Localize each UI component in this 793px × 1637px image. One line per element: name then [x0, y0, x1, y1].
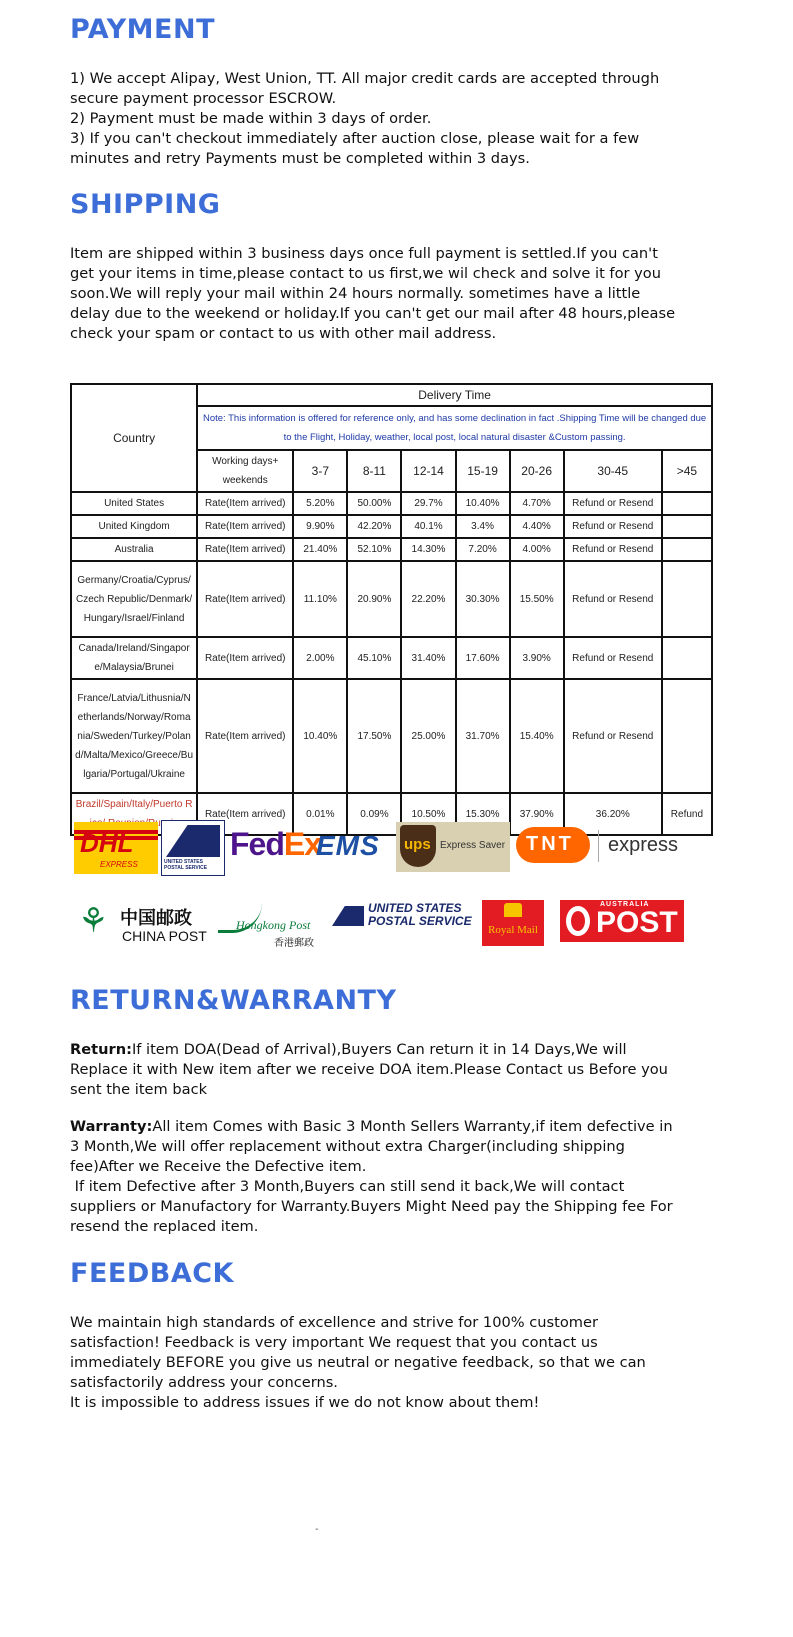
value-cell: 40.1%: [401, 515, 455, 538]
royal-mail-text: Royal Mail: [488, 924, 538, 936]
shipping-line: get your items in time,please contact to us first,we wil check and solve it for you: [70, 265, 661, 282]
feedback-line: We maintain high standards of excellence and strive for 100% customer: [70, 1314, 598, 1331]
working-days-label: Working days+ weekends: [197, 450, 293, 492]
table-row: [71, 538, 712, 561]
rate-cell: Rate(Item arrived): [197, 679, 293, 793]
table-row: [71, 637, 712, 679]
table-row: [71, 492, 712, 515]
dhl-logo: [74, 822, 158, 874]
range-header: 15-19: [456, 450, 510, 492]
shipping-heading: SHIPPING: [70, 189, 221, 220]
feedback-heading: FEEDBACK: [70, 1258, 234, 1289]
value-cell: 36.20%: [564, 793, 662, 835]
tnt-wordmark: TNT: [526, 833, 574, 855]
range-header: 8-11: [347, 450, 401, 492]
value-cell: 10.50%: [401, 793, 455, 835]
warranty-line: If item Defective after 3 Month,Buyers can still send it back,We will contact: [70, 1178, 625, 1195]
return-line: sent the item back: [70, 1081, 208, 1098]
value-cell: 10.40%: [456, 492, 510, 515]
value-cell: [662, 679, 712, 793]
value-cell: 5.20%: [293, 492, 347, 515]
rate-cell: Rate(Item arrived): [197, 793, 293, 835]
value-cell: 20.90%: [347, 561, 401, 637]
feedback-line: satisfaction! Feedback is very important We request that you contact us: [70, 1334, 598, 1351]
australia-post-p-icon: [566, 906, 590, 936]
return-text: [70, 1040, 710, 1100]
value-cell: Refund or Resend: [564, 637, 662, 679]
value-cell: Refund or Resend: [564, 492, 662, 515]
value-cell: [662, 637, 712, 679]
crown-icon: [504, 903, 522, 917]
shipping-line: soon.We will reply your mail within 24 hours normally. sometimes have a little: [70, 285, 641, 302]
ups-express-saver-logo: [396, 822, 510, 872]
china-post-chinese: 中国邮政: [120, 908, 192, 929]
australia-post-logo: [560, 900, 684, 942]
value-cell: [662, 492, 712, 515]
value-cell: 50.00%: [347, 492, 401, 515]
payment-line: 3) If you can't checkout immediately after auction close, please wait for a few: [70, 130, 640, 147]
value-cell: 52.10%: [347, 538, 401, 561]
dhl-express-text: EXPRESS: [100, 860, 138, 869]
value-cell: Refund: [662, 793, 712, 835]
rate-cell: Rate(Item arrived): [197, 515, 293, 538]
payment-line: minutes and retry Payments must be completed within 3 days.: [70, 150, 530, 167]
dhl-wordmark: DHL: [80, 828, 134, 858]
value-cell: 15.50%: [510, 561, 564, 637]
ems-logo: EMS: [316, 830, 380, 861]
australia-text: AUSTRALIA: [600, 901, 650, 908]
hongkong-post-text: Hongkong Post: [236, 918, 311, 932]
range-header: 3-7: [293, 450, 347, 492]
value-cell: 37.90%: [510, 793, 564, 835]
china-post-english: CHINA POST: [122, 928, 207, 944]
royal-mail-logo: [482, 900, 544, 946]
value-cell: 7.20%: [456, 538, 510, 561]
delivery-time-header: Delivery Time: [197, 384, 712, 406]
rate-cell: Rate(Item arrived): [197, 492, 293, 515]
value-cell: 30.30%: [456, 561, 510, 637]
post-wordmark: POST: [596, 906, 678, 939]
return-label: Return:: [70, 1041, 132, 1058]
value-cell: 0.01%: [293, 793, 347, 835]
delivery-time-table: [70, 383, 713, 836]
footer-mark: -: [315, 1524, 319, 1535]
return-warranty-heading: RETURN&WARRANTY: [70, 985, 397, 1016]
warranty-line: fee)After we Receive the Defective item.: [70, 1158, 367, 1175]
country-cell: France/Latvia/Lithusnia/Netherlands/Norway/Romania/Sweden/Turkey/Poland/Malta/Mexico/Greece/Bulgaria/Portugal/Ukraine: [71, 679, 197, 793]
value-cell: Refund or Resend: [564, 561, 662, 637]
country-cell: Brazil/Spain/Italy/Puerto R: [71, 793, 197, 835]
return-line: If item DOA(Dead of Arrival),Buyers Can return it in 14 Days,We will: [131, 1041, 627, 1058]
range-header: 30-45: [564, 450, 662, 492]
value-cell: 15.40%: [510, 679, 564, 793]
rate-cell: Rate(Item arrived): [197, 538, 293, 561]
value-cell: [662, 515, 712, 538]
usps-line-2: POSTAL SERVICE: [368, 914, 472, 928]
table-row: [71, 679, 712, 793]
country-cell: Australia: [71, 538, 197, 561]
country-header: Country: [71, 384, 197, 492]
usps-logo: [161, 820, 225, 876]
value-cell: 11.10%: [293, 561, 347, 637]
feedback-line: It is impossible to address issues if we do not know about them!: [70, 1394, 540, 1411]
value-cell: 45.10%: [347, 637, 401, 679]
payment-heading: PAYMENT: [70, 14, 215, 45]
country-cell: Canada/Ireland/Singapore/Malaysia/Brunei: [71, 637, 197, 679]
feedback-line: immediately BEFORE you give us neutral or negative feedback, so that we can: [70, 1354, 646, 1371]
shipping-line: check your spam or contact to us with other mail address.: [70, 325, 497, 342]
value-cell: 2.00%: [293, 637, 347, 679]
value-cell: 4.70%: [510, 492, 564, 515]
warranty-text: [70, 1117, 710, 1237]
value-cell: 29.7%: [401, 492, 455, 515]
country-cell: Germany/Croatia/Cyprus/Czech Republic/Denmark/Hungary/Israel/Finland: [71, 561, 197, 637]
usps-line-1: UNITED STATES: [368, 901, 462, 915]
value-cell: 17.60%: [456, 637, 510, 679]
value-cell: 31.40%: [401, 637, 455, 679]
value-cell: [662, 561, 712, 637]
return-line: Replace it with New item after we receive DOA item.Please Contact us Before you: [70, 1061, 668, 1078]
feedback-text: [70, 1313, 710, 1413]
hongkong-post-chinese: 香港郵政: [274, 938, 314, 949]
value-cell: 17.50%: [347, 679, 401, 793]
value-cell: 10.40%: [293, 679, 347, 793]
usps-text: [368, 902, 472, 928]
value-cell: 21.40%: [293, 538, 347, 561]
value-cell: 14.30%: [401, 538, 455, 561]
logo-divider: [598, 830, 599, 862]
value-cell: Refund or Resend: [564, 679, 662, 793]
value-cell: 9.90%: [293, 515, 347, 538]
china-post-emblem-icon: ⚘: [78, 901, 109, 941]
value-cell: 0.09%: [347, 793, 401, 835]
payment-line: 2) Payment must be made within 3 days of order.: [70, 110, 432, 127]
ups-wordmark: ups: [404, 836, 431, 853]
country-cell: United Kingdom: [71, 515, 197, 538]
value-cell: 4.40%: [510, 515, 564, 538]
tnt-express-text: express: [608, 834, 679, 856]
warranty-label: Warranty:: [70, 1118, 153, 1135]
warranty-line: resend the replaced item.: [70, 1218, 259, 1235]
warranty-line: All item Comes with Basic 3 Month Sellers Warranty,if item defective in: [152, 1118, 673, 1135]
range-header: 12-14: [401, 450, 455, 492]
warranty-line: suppliers or Manufactory for Warranty.Buyers Might Need pay the Shipping fee For: [70, 1198, 673, 1215]
value-cell: 3.90%: [510, 637, 564, 679]
fedex-logo: FedEx: [230, 826, 322, 862]
rate-cell: Rate(Item arrived): [197, 561, 293, 637]
table-body: [71, 492, 712, 835]
value-cell: 42.20%: [347, 515, 401, 538]
value-cell: Refund or Resend: [564, 538, 662, 561]
value-cell: 15.30%: [456, 793, 510, 835]
range-header: 20-26: [510, 450, 564, 492]
table-row: [71, 515, 712, 538]
value-cell: 25.00%: [401, 679, 455, 793]
shipping-line: Item are shipped within 3 business days once full payment is settled.If you can't: [70, 245, 658, 262]
value-cell: 3.4%: [456, 515, 510, 538]
usps-eagle-icon: [332, 906, 364, 926]
country-cell: United States: [71, 492, 197, 515]
tnt-logo: [516, 827, 590, 863]
value-cell: 31.70%: [456, 679, 510, 793]
value-cell: [662, 538, 712, 561]
payment-text: [70, 69, 710, 169]
payment-line: 1) We accept Alipay, West Union, TT. All major credit cards are accepted through: [70, 70, 660, 87]
warranty-line: 3 Month,We will offer replacement without extra Charger(including shipping: [70, 1138, 625, 1155]
usps-small-text: UNITED STATES POSTAL SERVICE: [164, 859, 208, 871]
shipping-line: delay due to the weekend or holiday.If you can't get our mail after 48 hours,please: [70, 305, 676, 322]
shipping-text: [70, 244, 710, 344]
table-row: [71, 561, 712, 637]
range-header: >45: [662, 450, 712, 492]
value-cell: Refund or Resend: [564, 515, 662, 538]
feedback-line: satisfactorily address your concerns.: [70, 1374, 338, 1391]
table-note: Note: This information is offered for reference only, and has some declination in fact .Shipping Time will be changed due to the Flight, Holiday, weather, local post, local natural disaster &Custom passing.: [197, 406, 712, 450]
value-cell: 22.20%: [401, 561, 455, 637]
express-saver-text: Express Saver: [440, 840, 506, 851]
rate-cell: Rate(Item arrived): [197, 637, 293, 679]
payment-line: secure payment processor ESCROW.: [70, 90, 337, 107]
value-cell: 4.00%: [510, 538, 564, 561]
